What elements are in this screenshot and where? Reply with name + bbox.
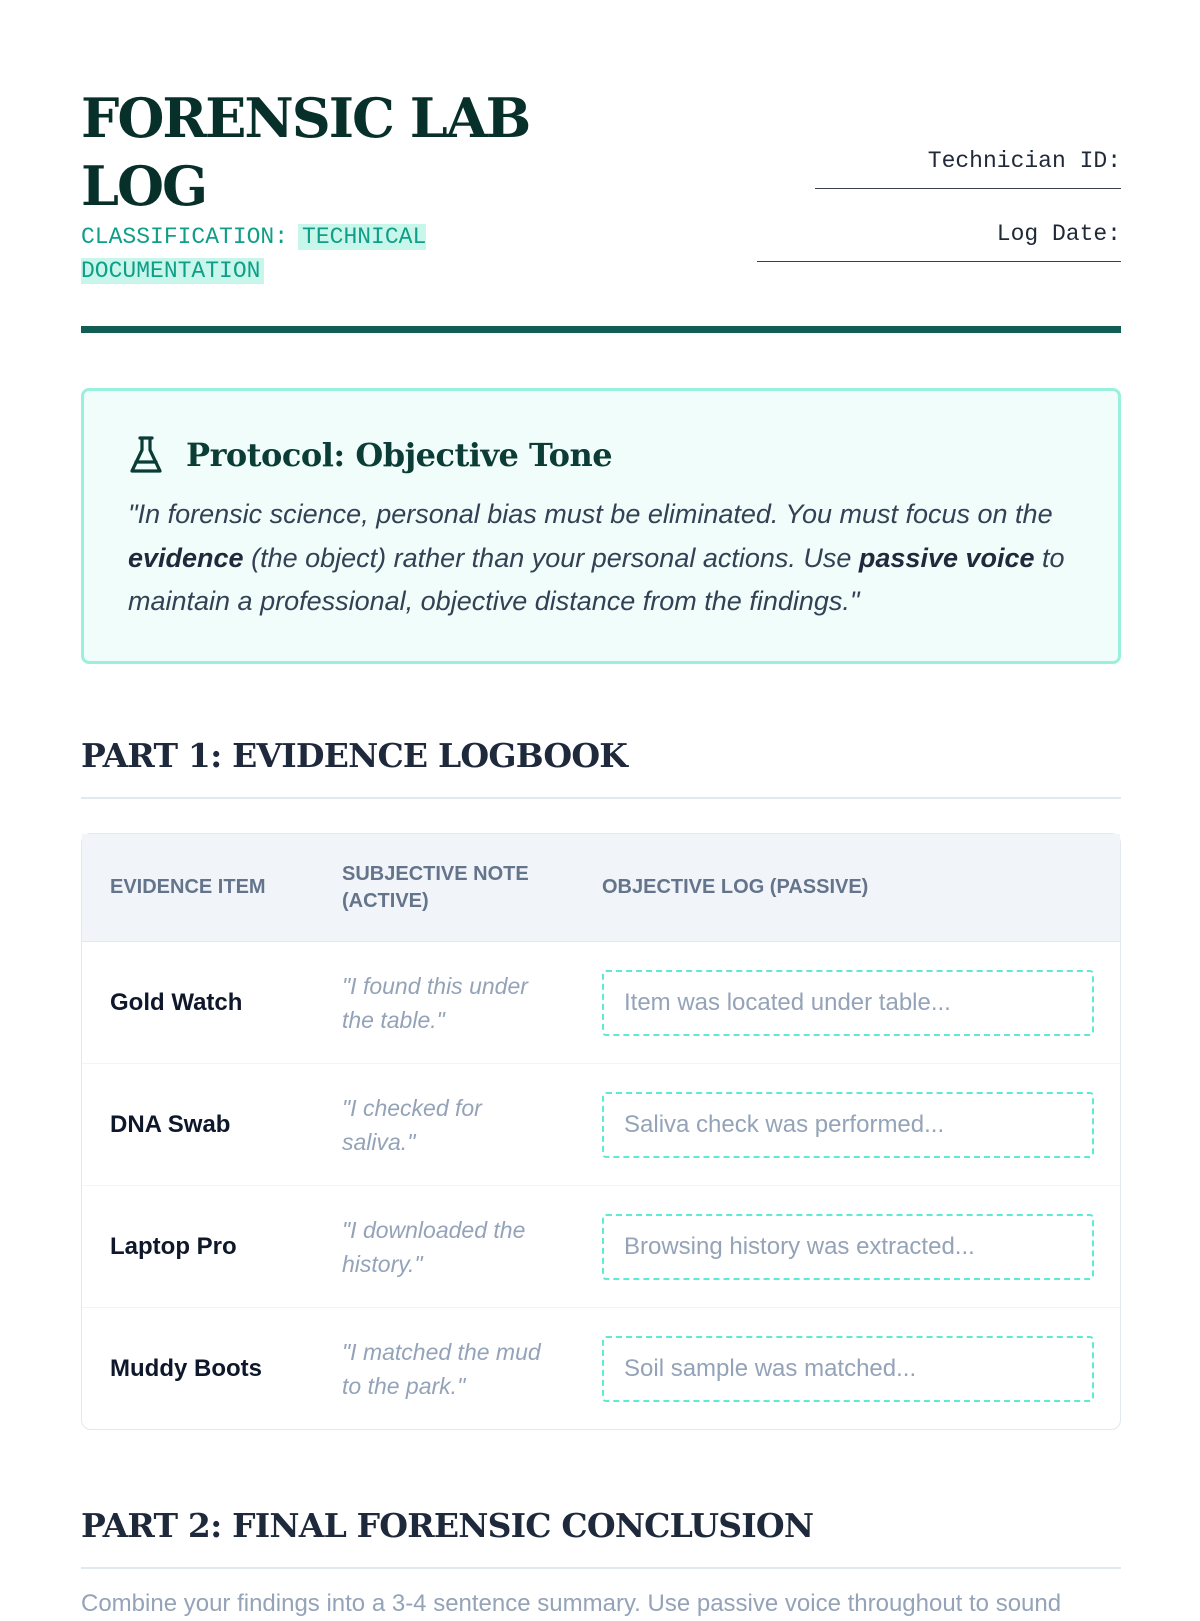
protocol-bold-passive-voice: passive voice	[858, 542, 1035, 573]
document-header	[81, 84, 1121, 334]
log-date-line[interactable]	[757, 261, 1121, 262]
classification-label: CLASSIFICATION:	[81, 224, 289, 250]
objective-log-input[interactable]	[602, 1336, 1094, 1402]
classification	[81, 220, 481, 288]
evidence-item: Muddy Boots	[110, 1355, 262, 1382]
page-title: FORENSIC LAB LOG	[81, 86, 530, 218]
protocol-callout	[81, 388, 1121, 664]
table-row	[82, 1308, 1120, 1430]
protocol-bold-evidence: evidence	[128, 542, 244, 573]
objective-log-input[interactable]	[602, 1092, 1094, 1158]
column-header-evidence-item: EVIDENCE ITEM	[110, 876, 266, 898]
evidence-item: Laptop Pro	[110, 1232, 237, 1260]
classification-value: TECHNICAL DOCUMENTATION	[81, 224, 427, 284]
subjective-note: "I checked for saliva."	[342, 1094, 482, 1155]
table-row	[82, 1064, 1120, 1186]
protocol-text	[128, 493, 1078, 624]
technician-id-label: Technician ID:	[927, 148, 1121, 174]
protocol-header	[128, 435, 612, 475]
protocol-text-3: to maintain a professional, objective distance from the findings."	[128, 542, 1065, 616]
part2-title: PART 2: FINAL FORENSIC CONCLUSION	[81, 1506, 1121, 1569]
objective-log-input[interactable]	[602, 970, 1094, 1036]
table-row	[82, 942, 1120, 1064]
evidence-item: Gold Watch	[110, 988, 243, 1016]
protocol-text-2: (the object) rather than your personal actions. Use	[243, 542, 859, 573]
protocol-title: Protocol: Objective Tone	[186, 436, 613, 474]
part1-title: PART 1: EVIDENCE LOGBOOK	[81, 736, 1121, 799]
evidence-item: DNA Swab	[110, 1110, 231, 1138]
subjective-note: "I downloaded the history."	[342, 1216, 526, 1277]
objective-log-input[interactable]	[602, 1214, 1094, 1280]
part2-instructions: Combine your findings into a 3-4 sentence summary. Use passive voice throughout to sound	[81, 1590, 1062, 1617]
subjective-note: "I matched the mud to the park."	[342, 1339, 541, 1399]
column-header-objective-log: OBJECTIVE LOG (PASSIVE)	[602, 876, 869, 898]
technician-fields	[741, 146, 1121, 292]
log-date-label: Log Date:	[996, 221, 1121, 247]
technician-id-line[interactable]	[815, 188, 1121, 189]
table-row	[82, 1186, 1120, 1308]
protocol-text-1: "In forensic science, personal bias must be eliminated. You must focus on the	[128, 499, 1053, 529]
header-divider	[81, 326, 1121, 333]
evidence-table	[81, 833, 1121, 1430]
column-header-subjective-note: SUBJECTIVE NOTE (ACTIVE)	[342, 862, 529, 912]
flask-icon	[128, 435, 164, 475]
subjective-note: "I found this under the table."	[342, 972, 528, 1033]
table-header	[82, 834, 1120, 942]
